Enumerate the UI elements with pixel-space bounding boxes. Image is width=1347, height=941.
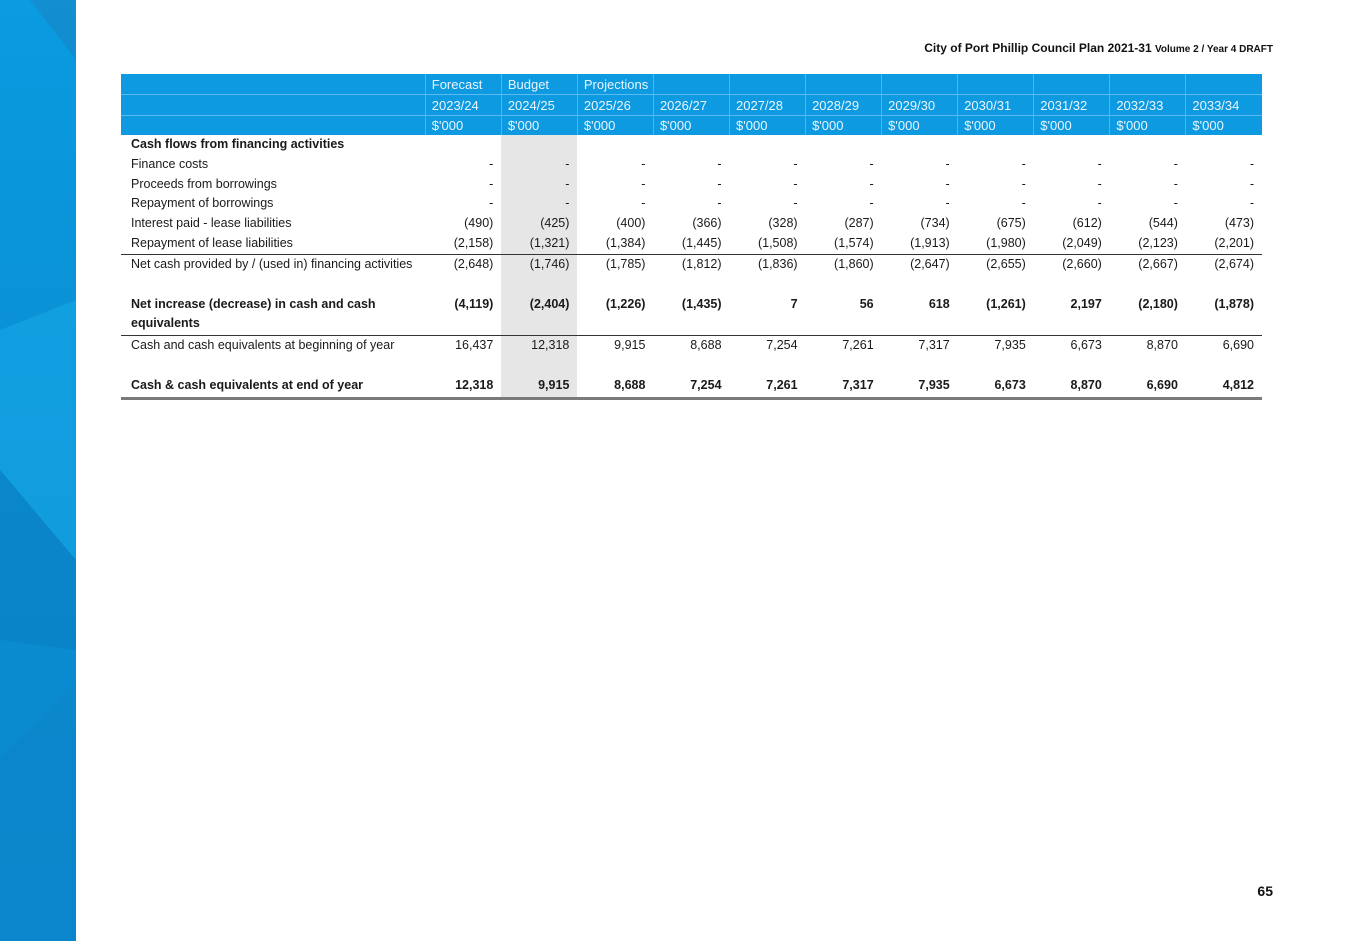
value-cell: - xyxy=(869,176,874,191)
value-cell: (2,667) xyxy=(1138,256,1178,271)
row-label: Repayment of borrowings xyxy=(131,196,274,211)
header-row-units xyxy=(121,116,1262,136)
header-year: 2029/30 xyxy=(882,95,958,116)
value-cell: 7,935 xyxy=(994,337,1026,352)
header-blank-cell xyxy=(121,116,425,136)
header-row-years xyxy=(121,95,1262,116)
table-row xyxy=(121,295,1262,336)
header-year: 2031/32 xyxy=(1034,95,1110,116)
table-row xyxy=(121,376,1262,399)
value-cell: - xyxy=(717,196,722,211)
value-cell xyxy=(653,135,729,155)
header-unit: $'000 xyxy=(1110,116,1186,136)
value-cell: (1,878) xyxy=(1186,295,1262,336)
value-cell: - xyxy=(869,196,874,211)
header-group-blank xyxy=(730,74,806,95)
value-cell: - xyxy=(945,156,950,171)
value-cell: - xyxy=(1021,196,1026,211)
value-cell: - xyxy=(945,176,950,191)
header-year: 2026/27 xyxy=(653,95,729,116)
row-label: Cash flows from financing activities xyxy=(131,137,345,151)
value-cell: - xyxy=(717,176,722,191)
document-subtitle: Volume 2 / Year 4 DRAFT xyxy=(1154,44,1273,55)
table-row xyxy=(121,194,1262,214)
value-cell: - xyxy=(1097,176,1102,191)
value-cell: (2,201) xyxy=(1186,234,1262,254)
value-cell: - xyxy=(1249,176,1254,191)
header-unit: $'000 xyxy=(577,116,653,136)
value-cell: - xyxy=(489,196,494,211)
value-cell: (2,660) xyxy=(1062,256,1102,271)
value-cell: (2,180) xyxy=(1110,295,1186,336)
value-cell: (2,123) xyxy=(1110,234,1186,254)
value-cell: (2,049) xyxy=(1034,234,1110,254)
value-cell: (366) xyxy=(692,216,722,231)
value-cell: 7,254 xyxy=(766,337,798,352)
header-group-blank xyxy=(1186,74,1262,95)
value-cell xyxy=(577,135,653,155)
value-cell: (1,860) xyxy=(834,256,874,271)
value-cell: 7,317 xyxy=(806,376,882,399)
value-cell: 6,673 xyxy=(1070,337,1102,352)
value-cell: 7 xyxy=(730,295,806,336)
value-cell: (2,674) xyxy=(1214,256,1254,271)
value-cell xyxy=(958,135,1034,155)
side-band-graphic xyxy=(0,0,76,941)
value-cell: - xyxy=(1097,196,1102,211)
header-projections: Projections xyxy=(577,74,653,95)
header-row-group xyxy=(121,74,1262,95)
header-unit: $'000 xyxy=(882,116,958,136)
header-unit: $'000 xyxy=(653,116,729,136)
value-cell: (1,435) xyxy=(653,295,729,336)
value-cell: 56 xyxy=(806,295,882,336)
value-cell: (2,647) xyxy=(910,256,950,271)
header-year: 2024/25 xyxy=(501,95,577,116)
header-year: 2027/28 xyxy=(730,95,806,116)
value-cell: (1,746) xyxy=(501,254,577,295)
value-cell: - xyxy=(1021,156,1026,171)
value-cell: (1,785) xyxy=(605,256,646,271)
header-year: 2028/29 xyxy=(806,95,882,116)
value-cell: (425) xyxy=(501,214,577,234)
value-cell: (1,574) xyxy=(806,234,882,254)
value-cell: - xyxy=(489,156,494,171)
value-cell: - xyxy=(489,176,494,191)
value-cell: 8,688 xyxy=(690,337,722,352)
value-cell: - xyxy=(641,156,646,171)
value-cell: 2,197 xyxy=(1034,295,1110,336)
value-cell xyxy=(1186,135,1262,155)
value-cell: (1,980) xyxy=(958,234,1034,254)
header-year: 2030/31 xyxy=(958,95,1034,116)
value-cell: (328) xyxy=(768,216,798,231)
value-cell: - xyxy=(1173,156,1178,171)
value-cell: (2,404) xyxy=(501,295,577,336)
table-row xyxy=(121,234,1262,254)
table-row xyxy=(121,175,1262,195)
value-cell: (1,226) xyxy=(577,295,653,336)
header-unit: $'000 xyxy=(1186,116,1262,136)
value-cell: 6,673 xyxy=(958,376,1034,399)
value-cell: - xyxy=(1021,176,1026,191)
value-cell: - xyxy=(1249,156,1254,171)
value-cell: - xyxy=(501,175,577,195)
value-cell: (490) xyxy=(464,216,494,231)
value-cell: - xyxy=(869,156,874,171)
value-cell: 618 xyxy=(882,295,958,336)
value-cell: 7,261 xyxy=(842,337,874,352)
value-cell: (1,913) xyxy=(882,234,958,254)
header-group-blank xyxy=(1034,74,1110,95)
value-cell: - xyxy=(793,196,798,211)
value-cell: (1,836) xyxy=(757,256,798,271)
header-unit: $'000 xyxy=(958,116,1034,136)
header-forecast: Forecast xyxy=(425,74,501,95)
value-cell: 8,870 xyxy=(1034,376,1110,399)
document-title: City of Port Phillip Council Plan 2021-31 xyxy=(924,41,1152,55)
value-cell: - xyxy=(1173,176,1178,191)
value-cell: - xyxy=(501,155,577,175)
value-cell xyxy=(882,135,958,155)
value-cell: (612) xyxy=(1072,216,1102,231)
value-cell: 8,688 xyxy=(577,376,653,399)
value-cell: 7,261 xyxy=(730,376,806,399)
value-cell: (1,812) xyxy=(681,256,722,271)
value-cell: 9,915 xyxy=(614,337,646,352)
decorative-side-band xyxy=(0,0,76,941)
document-header xyxy=(924,41,1273,55)
value-cell: (287) xyxy=(844,216,874,231)
value-cell: - xyxy=(945,196,950,211)
value-cell: (734) xyxy=(920,216,950,231)
table-row xyxy=(121,214,1262,234)
header-group-blank xyxy=(806,74,882,95)
header-year: 2023/24 xyxy=(425,95,501,116)
value-cell: - xyxy=(1173,196,1178,211)
value-cell xyxy=(730,135,806,155)
row-label: Interest paid - lease liabilities xyxy=(131,216,292,231)
value-cell: - xyxy=(501,194,577,214)
value-cell: 6,690 xyxy=(1110,376,1186,399)
value-cell: (1,384) xyxy=(577,234,653,254)
value-cell: 12,318 xyxy=(425,376,501,399)
header-budget: Budget xyxy=(501,74,577,95)
value-cell: 7,317 xyxy=(918,337,950,352)
header-group-blank xyxy=(1110,74,1186,95)
header-blank-cell xyxy=(121,95,425,116)
value-cell: - xyxy=(793,156,798,171)
value-cell: (473) xyxy=(1224,216,1254,231)
table-row xyxy=(121,335,1262,376)
row-label: Cash and cash equivalents at beginning of year xyxy=(131,337,395,352)
header-unit: $'000 xyxy=(501,116,577,136)
header-year: 2033/34 xyxy=(1186,95,1262,116)
row-label: Proceeds from borrowings xyxy=(131,176,277,191)
header-unit: $'000 xyxy=(730,116,806,136)
value-cell: - xyxy=(1097,156,1102,171)
header-group-blank xyxy=(882,74,958,95)
row-label: Cash & cash equivalents at end of year xyxy=(121,376,425,399)
value-cell: (2,158) xyxy=(425,234,501,254)
value-cell: 8,870 xyxy=(1146,337,1178,352)
value-cell: (2,655) xyxy=(986,256,1026,271)
value-cell xyxy=(1110,135,1186,155)
value-cell: - xyxy=(717,156,722,171)
header-unit: $'000 xyxy=(806,116,882,136)
header-unit: $'000 xyxy=(425,116,501,136)
value-cell: (1,261) xyxy=(958,295,1034,336)
value-cell: 7,935 xyxy=(882,376,958,399)
value-cell xyxy=(806,135,882,155)
header-group-blank xyxy=(958,74,1034,95)
header-group-blank xyxy=(653,74,729,95)
value-cell: 7,254 xyxy=(653,376,729,399)
row-label: Net increase (decrease) in cash and cash equivalents xyxy=(121,295,425,336)
header-year: 2032/33 xyxy=(1110,95,1186,116)
value-cell xyxy=(1034,135,1110,155)
header-unit: $'000 xyxy=(1034,116,1110,136)
cash-flow-table xyxy=(121,74,1262,400)
table-row xyxy=(121,135,1262,155)
value-cell: (544) xyxy=(1148,216,1178,231)
value-cell: 6,690 xyxy=(1222,337,1254,352)
value-cell: - xyxy=(641,196,646,211)
value-cell: - xyxy=(793,176,798,191)
value-cell: (400) xyxy=(616,216,646,231)
table-body xyxy=(121,135,1262,398)
value-cell: 4,812 xyxy=(1186,376,1262,399)
header-blank-cell xyxy=(121,74,425,95)
header-year: 2025/26 xyxy=(577,95,653,116)
value-cell xyxy=(425,135,501,155)
row-label: Net cash provided by / (used in) financing activities xyxy=(131,256,413,271)
value-cell: (1,445) xyxy=(653,234,729,254)
row-label: Repayment of lease liabilities xyxy=(121,234,425,254)
value-cell: (675) xyxy=(996,216,1026,231)
value-cell: (1,321) xyxy=(501,234,577,254)
value-cell: (2,648) xyxy=(453,256,494,271)
table-row xyxy=(121,254,1262,295)
page-number: 65 xyxy=(1257,883,1273,899)
value-cell: (1,508) xyxy=(730,234,806,254)
value-cell: (4,119) xyxy=(425,295,501,336)
row-label: Finance costs xyxy=(131,156,209,171)
value-cell: 9,915 xyxy=(501,376,577,399)
value-cell xyxy=(501,135,577,155)
value-cell: - xyxy=(641,176,646,191)
value-cell: 12,318 xyxy=(501,335,577,376)
value-cell: - xyxy=(1249,196,1254,211)
value-cell: 16,437 xyxy=(455,337,494,352)
table-row xyxy=(121,155,1262,175)
